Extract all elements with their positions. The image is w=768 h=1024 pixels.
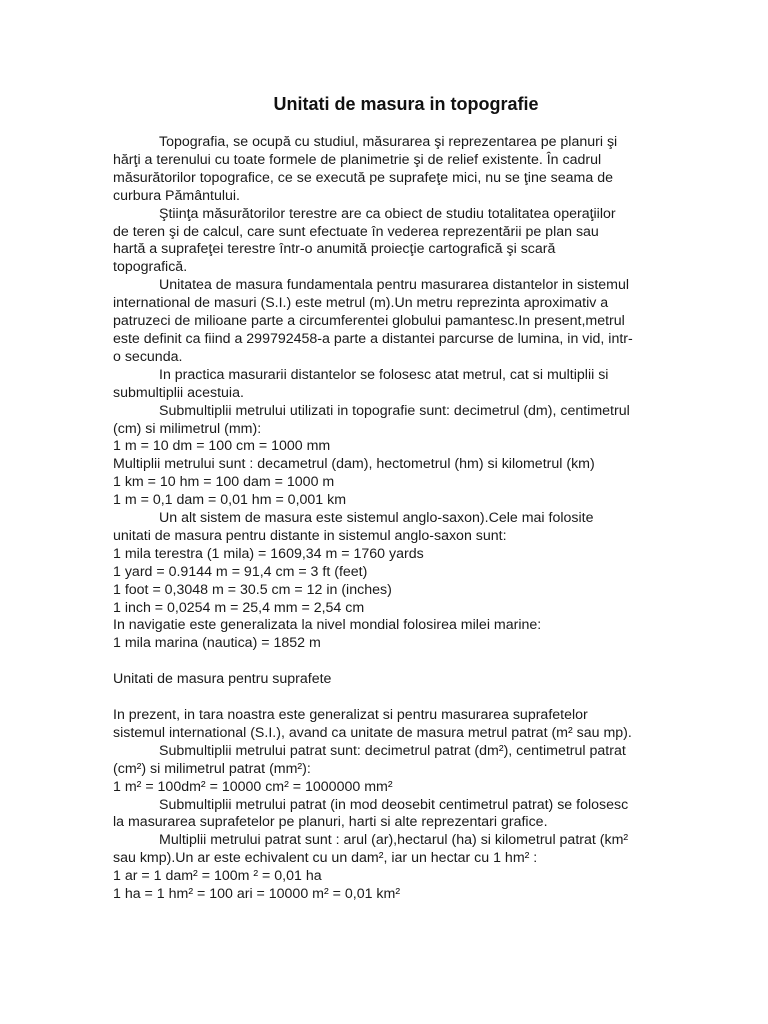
formula-line: 1 ha = 1 hm² = 100 ari = 10000 m² = 0,01 km²: [113, 886, 401, 903]
formula-line: 1 m = 10 dm = 100 cm = 1000 mm: [113, 438, 331, 455]
paragraph: In practica masurarii distantelor se folosesc atat metrul, cat si multiplii si submultiplii acestuia.: [113, 366, 609, 401]
paragraph: Submultiplii metrului patrat sunt: decimetrul patrat (dm²), centimetrul patrat (cm²) si milimetrul patrat (mm²):: [113, 742, 626, 777]
document-body: [113, 134, 633, 904]
paragraph: Multiplii metrului patrat sunt : arul (ar),hectarul (ha) si kilometrul patrat (km² sau kmp).Un ar este echivalent cu un dam², iar un hectar cu 1 hm² :: [113, 832, 629, 867]
formula-line: 1 m² = 100dm² = 10000 cm² = 1000000 mm²: [113, 778, 393, 795]
paragraph: Un alt sistem de masura este sistemul anglo-saxon).Cele mai folosite unitati de masura pentru distante in sistemul anglo-saxon sunt:: [113, 510, 594, 544]
document-title: Unitati de masura in topografie: [273, 94, 539, 114]
formula-line: 1 yard = 0.9144 m = 91,4 cm = 3 ft (feet): [113, 563, 368, 580]
paragraph: Multiplii metrului sunt : decametrul (dam), hectometrul (hm) si kilometrul (km): [113, 456, 595, 473]
paragraph: In prezent, in tara noastra este generalizat si pentru masurarea suprafetelor sistemul international (S.I.), avand ca unitate de masura metrul patrat (m² sau mp).: [113, 706, 632, 741]
blank-line: [113, 689, 633, 707]
section-heading: Unitati de masura pentru suprafete: [113, 671, 332, 688]
blank-line: [113, 653, 633, 671]
paragraph: Submultiplii metrului patrat (in mod deosebit centimetrul patrat) se folosesc la masurarea suprafetelor pe planuri, harti si alte reprezentari grafice.: [113, 796, 629, 831]
formula-line: 1 m = 0,1 dam = 0,01 hm = 0,001 km: [113, 492, 347, 509]
formula-line: 1 mila terestra (1 mila) = 1609,34 m = 1760 yards: [113, 545, 424, 562]
formula-line: 1 foot = 0,3048 m = 30.5 cm = 12 in (inches): [113, 581, 392, 598]
paragraph: Ştiinţa măsurătorilor terestre are ca obiect de studiu totalitatea operaţiilor de teren şi de calcul, care sunt efectuate în vederea reprezentării pe plan sau hartă a suprafeţei terestre într-o anumită proiecţie cartografică şi scară topografică.: [113, 205, 616, 276]
paragraph: Unitatea de masura fundamentala pentru masurarea distantelor in sistemul international de masuri (S.I.) este metrul (m).Un metru reprezinta aproximativ a patruzeci de milioane parte a circumferentei globului pamantesc.In present,metrul este definit ca fiind a 299792458-a parte a distantei parcurse de lumina, in vid, intr-o secunda.: [113, 277, 633, 365]
formula-line: 1 inch = 0,0254 m = 25,4 mm = 2,54 cm: [113, 599, 365, 616]
paragraph: Submultiplii metrului utilizati in topografie sunt: decimetrul (dm), centimetrul (cm) si milimetrul (mm):: [113, 402, 630, 437]
formula-line: 1 mila marina (nautica) = 1852 m: [113, 635, 321, 652]
paragraph: In navigatie este generalizata la nivel mondial folosirea milei marine:: [113, 617, 542, 634]
formula-line: 1 ar = 1 dam² = 100m ² = 0,01 ha: [113, 868, 322, 885]
formula-line: 1 km = 10 hm = 100 dam = 1000 m: [113, 474, 335, 491]
paragraph: Topografia, se ocupă cu studiul, măsurarea şi reprezentarea pe planuri şi hărţi a terenului cu toate formele de planimetrie şi de relief existente. În cadrul măsurătorilor topografice, ce se execută pe suprafeţe mici, nu se ţine seama de curbura Pământului.: [113, 134, 618, 204]
